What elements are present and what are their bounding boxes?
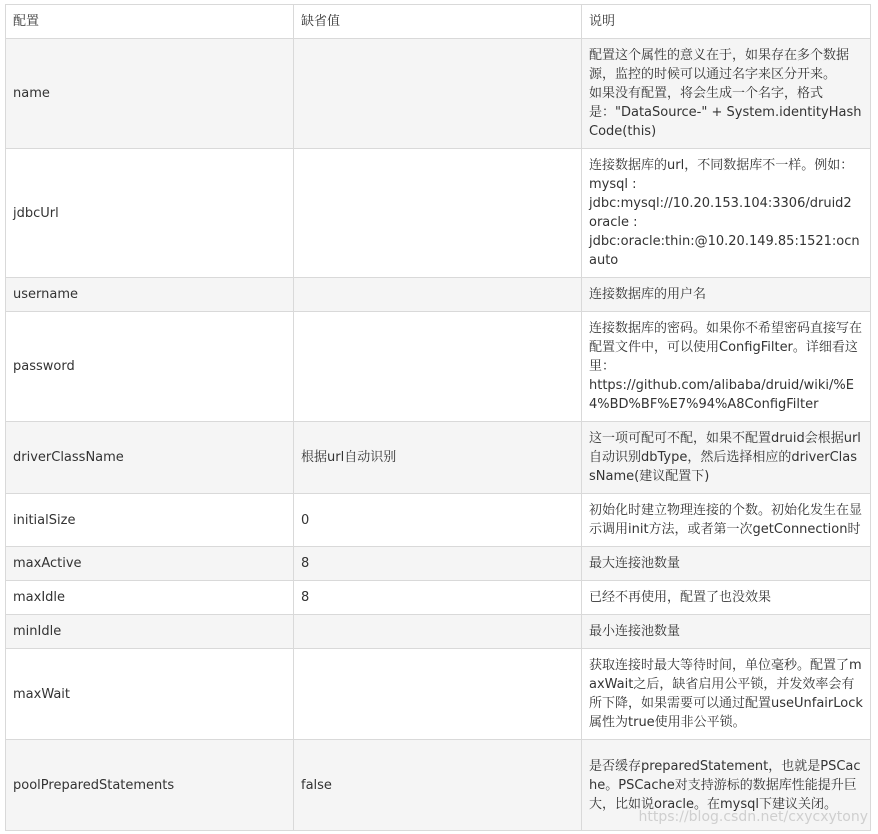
cell-desc: 连接数据库的url，不同数据库不一样。例如： mysql : jdbc:mysql://10.20.153.104:3306/druid2 oracle : jdbc:oracle:thin:@10.20.149.85:1521:ocn auto bbox=[582, 149, 871, 278]
cell-name: poolPreparedStatements bbox=[6, 740, 294, 831]
cell-default bbox=[294, 649, 582, 740]
cell-desc: 初始化时建立物理连接的个数。初始化发生在显示调用init方法，或者第一次getConnection时 bbox=[582, 494, 871, 547]
header-config: 配置 bbox=[6, 5, 294, 39]
table-row bbox=[6, 494, 871, 547]
cell-desc: 这一项可配可不配，如果不配置druid会根据url自动识别dbType，然后选择相应的driverClassName(建议配置下) bbox=[582, 422, 871, 494]
cell-default bbox=[294, 278, 582, 312]
cell-desc: 获取连接时最大等待时间，单位毫秒。配置了maxWait之后，缺省启用公平锁，并发效率会有所下降，如果需要可以通过配置useUnfairLock属性为true使用非公平锁。 bbox=[582, 649, 871, 740]
table-row bbox=[6, 39, 871, 149]
header-default: 缺省值 bbox=[294, 5, 582, 39]
config-table bbox=[5, 4, 871, 831]
header-row bbox=[6, 5, 871, 39]
cell-desc: 连接数据库的密码。如果你不希望密码直接写在配置文件中，可以使用ConfigFilter。详细看这里： https://github.com/alibaba/druid/wiki/%E4%BD%BF%E7%94%A8ConfigFilter bbox=[582, 312, 871, 422]
table-row bbox=[6, 649, 871, 740]
cell-name: minIdle bbox=[6, 615, 294, 649]
cell-desc: 已经不再使用，配置了也没效果 bbox=[582, 581, 871, 615]
cell-name: password bbox=[6, 312, 294, 422]
cell-desc: 最大连接池数量 bbox=[582, 547, 871, 581]
cell-desc: 连接数据库的用户名 bbox=[582, 278, 871, 312]
cell-name: username bbox=[6, 278, 294, 312]
cell-default bbox=[294, 149, 582, 278]
table-row bbox=[6, 615, 871, 649]
cell-default: false bbox=[294, 740, 582, 831]
table-row bbox=[6, 312, 871, 422]
cell-desc: 配置这个属性的意义在于，如果存在多个数据源，监控的时候可以通过名字来区分开来。 如果没有配置，将会生成一个名字，格式是："DataSource-" + System.identityHashCode(this) bbox=[582, 39, 871, 149]
cell-desc: 是否缓存preparedStatement，也就是PSCache。PSCache对支持游标的数据库性能提升巨大，比如说oracle。在mysql下建议关闭。 bbox=[582, 740, 871, 831]
header-desc: 说明 bbox=[582, 5, 871, 39]
cell-default: 根据url自动识别 bbox=[294, 422, 582, 494]
watermark: https://blog.csdn.net/cxycxytony bbox=[638, 809, 868, 825]
table-row bbox=[6, 581, 871, 615]
cell-name: name bbox=[6, 39, 294, 149]
cell-name: maxIdle bbox=[6, 581, 294, 615]
cell-default: 0 bbox=[294, 494, 582, 547]
cell-desc: 最小连接池数量 bbox=[582, 615, 871, 649]
table-row bbox=[6, 422, 871, 494]
cell-default bbox=[294, 39, 582, 149]
cell-name: driverClassName bbox=[6, 422, 294, 494]
cell-default: 8 bbox=[294, 581, 582, 615]
cell-name: jdbcUrl bbox=[6, 149, 294, 278]
table-row bbox=[6, 149, 871, 278]
table-row bbox=[6, 278, 871, 312]
cell-name: maxActive bbox=[6, 547, 294, 581]
cell-default: 8 bbox=[294, 547, 582, 581]
cell-name: maxWait bbox=[6, 649, 294, 740]
cell-default bbox=[294, 615, 582, 649]
cell-name: initialSize bbox=[6, 494, 294, 547]
table-row bbox=[6, 547, 871, 581]
cell-default bbox=[294, 312, 582, 422]
